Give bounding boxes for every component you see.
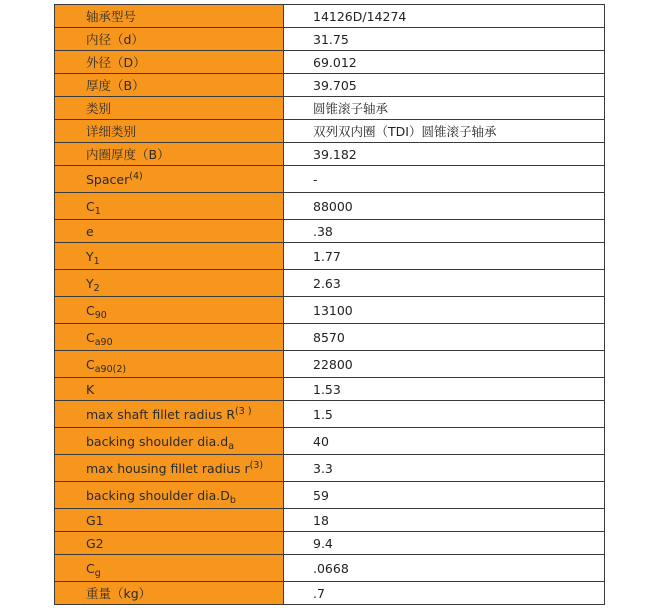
row-label-cell xyxy=(55,482,284,509)
table-row xyxy=(55,74,605,97)
row-label-cell xyxy=(55,143,284,166)
table-row xyxy=(55,270,605,297)
table-row xyxy=(55,193,605,220)
row-value: 8570 xyxy=(284,324,605,351)
row-label: 重量（kg） xyxy=(86,586,152,601)
row-value: 双列双内圈（TDI）圆锥滚子轴承 xyxy=(284,120,605,143)
row-value: 69.012 xyxy=(284,51,605,74)
row-label-cell xyxy=(55,97,284,120)
row-value: 1.53 xyxy=(284,378,605,401)
row-label-cell xyxy=(55,74,284,97)
row-label-cell xyxy=(55,270,284,297)
table-row xyxy=(55,482,605,509)
row-value: 18 xyxy=(284,509,605,532)
row-label: C xyxy=(86,329,95,345)
row-label-cell xyxy=(55,555,284,582)
row-label: max shaft fillet radius R xyxy=(86,406,236,422)
label-superscript: (3 ) xyxy=(235,405,252,417)
row-label-cell xyxy=(55,351,284,378)
row-label: backing shoulder dia.D xyxy=(86,487,230,503)
row-label-cell xyxy=(55,455,284,482)
row-value: 40 xyxy=(284,428,605,455)
table-row xyxy=(55,166,605,193)
row-label: 内圈厚度（B） xyxy=(86,147,170,162)
row-label-cell xyxy=(55,166,284,193)
row-label: 类别 xyxy=(86,101,112,116)
row-label: Y xyxy=(86,248,94,264)
row-value: 31.75 xyxy=(284,28,605,51)
row-label: C xyxy=(86,356,95,372)
row-label: 详细类别 xyxy=(86,124,137,139)
row-label: 厚度（B） xyxy=(86,78,145,93)
table-row xyxy=(55,51,605,74)
table-row xyxy=(55,120,605,143)
row-value: 39.182 xyxy=(284,143,605,166)
table-row xyxy=(55,297,605,324)
label-superscript: (4) xyxy=(129,170,143,182)
row-label: Spacer xyxy=(86,171,130,187)
row-label: K xyxy=(86,381,95,397)
row-value: 59 xyxy=(284,482,605,509)
label-subscript: 1 xyxy=(94,205,101,217)
label-subscript: 1 xyxy=(93,255,100,267)
table-row xyxy=(55,582,605,605)
row-label: max housing fillet radius r xyxy=(86,460,250,476)
table-row xyxy=(55,220,605,243)
row-label-cell xyxy=(55,324,284,351)
table-row xyxy=(55,378,605,401)
label-subscript: a90 xyxy=(94,336,113,348)
row-value: .7 xyxy=(284,582,605,605)
row-value: 圆锥滚子轴承 xyxy=(284,97,605,120)
row-label: Y xyxy=(86,275,94,291)
row-label-cell xyxy=(55,51,284,74)
row-value: 22800 xyxy=(284,351,605,378)
row-value: .0668 xyxy=(284,555,605,582)
row-value: 9.4 xyxy=(284,532,605,555)
row-label-cell xyxy=(55,428,284,455)
row-value: 13100 xyxy=(284,297,605,324)
row-label-cell xyxy=(55,378,284,401)
label-subscript: 90 xyxy=(94,309,107,321)
row-label-cell xyxy=(55,509,284,532)
row-label-cell xyxy=(55,401,284,428)
label-subscript: a90(2) xyxy=(94,363,127,375)
row-label: backing shoulder dia.d xyxy=(86,433,229,449)
row-value: 39.705 xyxy=(284,74,605,97)
table-row xyxy=(55,509,605,532)
label-subscript: 2 xyxy=(93,282,100,294)
table-row xyxy=(55,555,605,582)
row-value: 14126D/14274 xyxy=(284,5,605,28)
table-row xyxy=(55,243,605,270)
row-label-cell xyxy=(55,5,284,28)
table-row xyxy=(55,28,605,51)
row-value: 3.3 xyxy=(284,455,605,482)
row-value: .38 xyxy=(284,220,605,243)
bearing-spec-table xyxy=(54,4,605,605)
row-value: 88000 xyxy=(284,193,605,220)
row-value: - xyxy=(284,166,605,193)
row-label: C xyxy=(86,302,95,318)
row-label: G2 xyxy=(86,535,104,551)
table-row xyxy=(55,97,605,120)
label-subscript: a xyxy=(228,440,235,452)
table-row xyxy=(55,532,605,555)
row-label: C xyxy=(86,198,95,214)
table-row xyxy=(55,143,605,166)
label-superscript: (3) xyxy=(249,459,264,471)
row-label: e xyxy=(86,223,94,239)
row-label-cell xyxy=(55,193,284,220)
row-label-cell xyxy=(55,582,284,605)
row-value: 1.5 xyxy=(284,401,605,428)
row-label-cell xyxy=(55,243,284,270)
row-label: C xyxy=(86,560,95,576)
table-row xyxy=(55,401,605,428)
row-label-cell xyxy=(55,297,284,324)
row-value: 1.77 xyxy=(284,243,605,270)
row-label-cell xyxy=(55,220,284,243)
row-label-cell xyxy=(55,28,284,51)
label-subscript: b xyxy=(229,494,236,506)
row-label-cell xyxy=(55,532,284,555)
table-row xyxy=(55,428,605,455)
table-row xyxy=(55,5,605,28)
label-subscript: g xyxy=(94,567,101,579)
row-label-cell xyxy=(55,120,284,143)
table-row xyxy=(55,351,605,378)
row-label: 外径（D） xyxy=(86,55,146,70)
table-row xyxy=(55,455,605,482)
spec-table-body xyxy=(55,5,605,605)
row-label: 内径（d） xyxy=(86,32,144,47)
row-value: 2.63 xyxy=(284,270,605,297)
table-row xyxy=(55,324,605,351)
row-label: 轴承型号 xyxy=(86,9,137,24)
row-label: G1 xyxy=(86,512,104,528)
